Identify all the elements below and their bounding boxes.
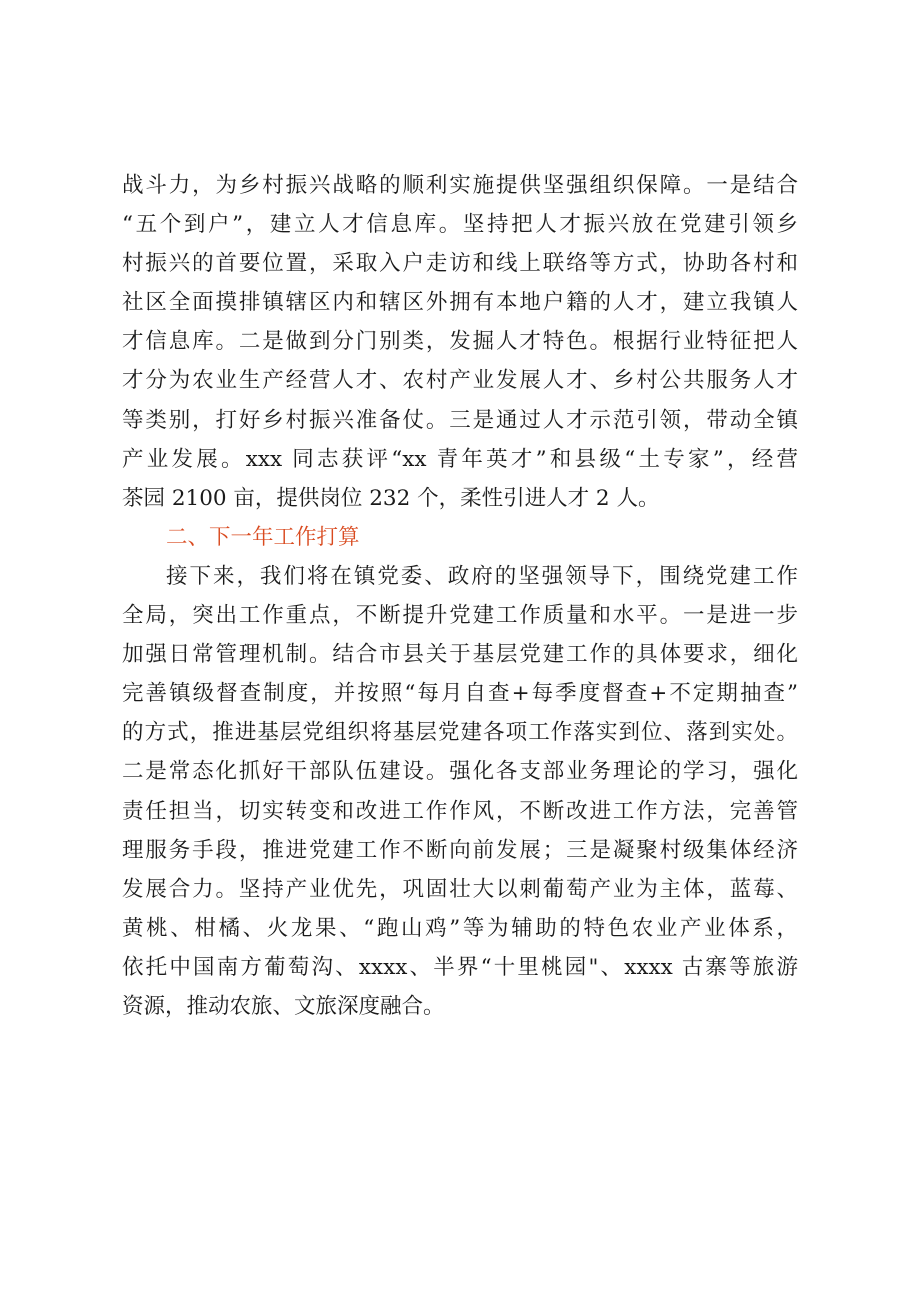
text-line: 接下来，我们将在镇党委、政府的坚强领导下，围绕党建工作 [166,563,798,589]
text-line: 理服务手段，推进党建工作不断向前发展；三是凝聚村级集体经济 [122,837,798,863]
text-line: 黄桃、柑橘、火龙果、“跑山鸡”等为辅助的特色农业产业体系， [122,915,798,941]
text-line: 责任担当，切实转变和改进工作作风，不断改进工作方法，完善管 [122,798,798,824]
text-line: 才信息库。二是做到分门别类，发掘人才特色。根据行业特征把人 [122,329,798,355]
text-line: “五个到户”，建立人才信息库。坚持把人才振兴放在党建引领乡 [122,212,798,238]
text-line: 的方式，推进基层党组织将基层党建各项工作落实到位、落到实处。 [122,720,798,746]
section-heading-next-year-plan: 二、下一年工作打算 [166,524,360,550]
text-line: 资源，推动农旅、文旅深度融合。 [122,993,445,1019]
paragraph-talent-work [122,166,798,518]
text-line: 依托中国南方葡萄沟、xxxx、半界“十里桃园"、xxxx 古寨等旅游 [122,954,798,980]
text-line: 社区全面摸排镇辖区内和辖区外拥有本地户籍的人才，建立我镇人 [122,290,798,316]
text-line: 等类别，打好乡村振兴准备仗。三是通过人才示范引领，带动全镇 [122,407,798,433]
text-line: 茶园 2100 亩，提供岗位 232 个，柔性引进人才 2 人。 [122,485,660,511]
text-line: 全局，突出工作重点，不断提升党建工作质量和水平。一是进一步 [122,603,798,629]
text-line: 才分为农业生产经营人才、农村产业发展人才、乡村公共服务人才 [122,368,798,394]
text-line: 战斗力，为乡村振兴战略的顺利实施提供坚强组织保障。一是结合 [122,173,798,198]
document-body [122,166,798,1026]
text-line: 产业发展。xxx 同志获评“xx 青年英才”和县级“土专家”，经营 [122,446,798,472]
text-line: 村振兴的首要位置，采取入户走访和线上联络等方式，协助各村和 [122,251,798,277]
text-line: 发展合力。坚持产业优先，巩固壮大以刺葡萄产业为主体，蓝莓、 [122,876,798,902]
paragraph-next-year-plan [122,557,798,1026]
text-line: 完善镇级督查制度，并按照“每月自查+每季度督查+不定期抽查” [122,681,798,707]
text-line: 二是常态化抓好干部队伍建设。强化各支部业务理论的学习，强化 [122,759,798,785]
text-line: 加强日常管理机制。结合市县关于基层党建工作的具体要求，细化 [122,642,798,668]
